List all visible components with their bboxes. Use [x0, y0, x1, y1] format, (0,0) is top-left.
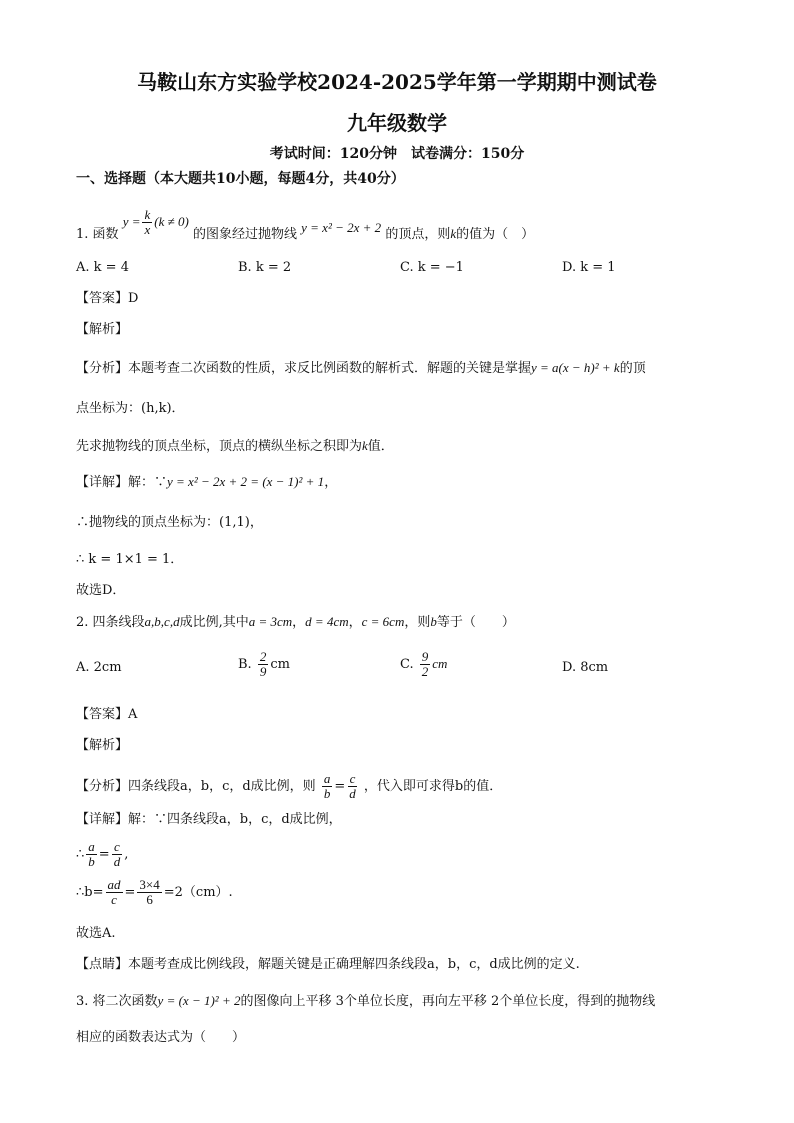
q1-k: k: [450, 226, 457, 241]
q2-option-d: D. 8cm: [562, 660, 609, 675]
q1-end: 的值为（ ）: [456, 227, 535, 242]
q1-analysis: 【分析】本题考查二次函数的性质，求反比例函数的解析式．解题的关键是掌握y = a(x − h)² + k的顶: [76, 360, 646, 376]
q1-option-a: A. k = 4: [76, 260, 129, 275]
q2-option-b-fraction: $\frac{2}{9}$: [259, 649, 267, 679]
q2-step-2-fraction-1: $\frac{ad}{c}$: [107, 877, 121, 907]
exam-subject: 九年级数学: [347, 111, 447, 135]
q1-tail: 的顶点，则: [385, 227, 451, 242]
q1-option-b: B. k = 2: [238, 260, 292, 275]
q2-detail: 【详解】解：∵四条线段a，b，c，d成比例，: [76, 812, 342, 827]
question-1: [76, 207, 535, 249]
q1-analysis-head: 【解析】: [76, 322, 129, 337]
q1-vertex-form: y = a(x − h)² + k: [531, 360, 620, 375]
q1-prefix: 1. 函数: [76, 227, 119, 242]
q1-detail-equation: y = x² − 2x + 2 = (x − 1)² + 1: [167, 474, 325, 489]
section-heading: 一、选择题（本大题共10小题，每题4分，共40分）: [76, 171, 405, 187]
q2-option-a: A. 2cm: [76, 660, 122, 675]
q1-func-fraction: $\frac{k}{x}$: [144, 207, 151, 237]
exam-meta: 考试时间：120分钟 试卷满分：150分: [269, 146, 525, 162]
q2-step-2: ∴b= $\frac{ad}{c}$ = $\frac{3\times 4}{6}$ =2（cm）.: [76, 877, 233, 907]
q1-analysis-3: 先求抛物线的顶点坐标，顶点的横纵坐标之积即为k值．: [76, 438, 394, 454]
q1-detail: 【详解】解：∵y = x² − 2x + 2 = (x − 1)² + 1，: [76, 474, 338, 490]
q1-step-1: ∴抛物线的顶点坐标为：(1,1)，: [76, 515, 263, 530]
q2-analysis-head: 【解析】: [76, 738, 129, 753]
q1-option-d: D. k = 1: [562, 260, 616, 275]
q1-mid: 的图象经过抛物线: [192, 227, 297, 242]
question-2: 2. 四条线段a,b,c,d成比例,其中a = 3cm，d = 4cm，c = 6cm，则b等于（ ）: [76, 614, 515, 630]
q3-function: y = (x − 1)² + 2: [157, 993, 241, 1008]
q2-option-b: B. $\frac{2}{9}$ cm: [238, 649, 290, 679]
q1-choose: 故选D．: [76, 583, 126, 598]
q2-comment: 【点睛】本题考查成比例线段，解题关键是正确理解四条线段a，b，c，d成比例的定义.: [76, 957, 580, 972]
q1-option-c: C. k = −1: [400, 260, 464, 275]
exam-title: 马鞍山东方实验学校2024-2025学年第一学期期中测试卷: [137, 70, 657, 94]
q2-step-1: ∴ $\frac{a}{b}$ = $\frac{c}{d}$ ,: [76, 839, 129, 869]
q1-step-2: ∴ k = 1×1 = 1．: [76, 552, 184, 567]
q2-step-2-fraction-2: $\frac{3\times 4}{6}$: [139, 877, 160, 907]
q1-answer: 【答案】D: [76, 291, 139, 306]
q2-option-c-fraction: $\frac{9}{2}$: [421, 649, 429, 679]
q2-analysis: 【分析】四条线段a，b，c，d成比例，则 $\frac{a}{b}$ = $\frac{c}{d}$ ，代入即可求得b的值．: [76, 771, 503, 801]
question-3-line-2: 相应的函数表达式为（ ）: [76, 1030, 246, 1045]
question-3: 3. 将二次函数y = (x − 1)² + 2的图像向上平移 3个单位长度，再向左平移 2个单位长度，得到的抛物线: [76, 993, 656, 1009]
q2-ratio-ab: $\frac{a}{b}$: [323, 771, 331, 801]
q2-option-c: C. $\frac{9}{2}$ cm: [400, 649, 448, 679]
q1-function: y = $\frac{k}{x}$ (k ≠ 0): [122, 207, 189, 237]
q1-parabola: y = x² − 2x + 2: [301, 220, 382, 235]
q1-analysis-2: 点坐标为：(h,k)．: [76, 401, 185, 416]
q2-choose: 故选A.: [76, 926, 116, 941]
q2-answer: 【答案】A: [76, 707, 138, 722]
q2-ratio-cd: $\frac{c}{d}$: [349, 771, 356, 801]
